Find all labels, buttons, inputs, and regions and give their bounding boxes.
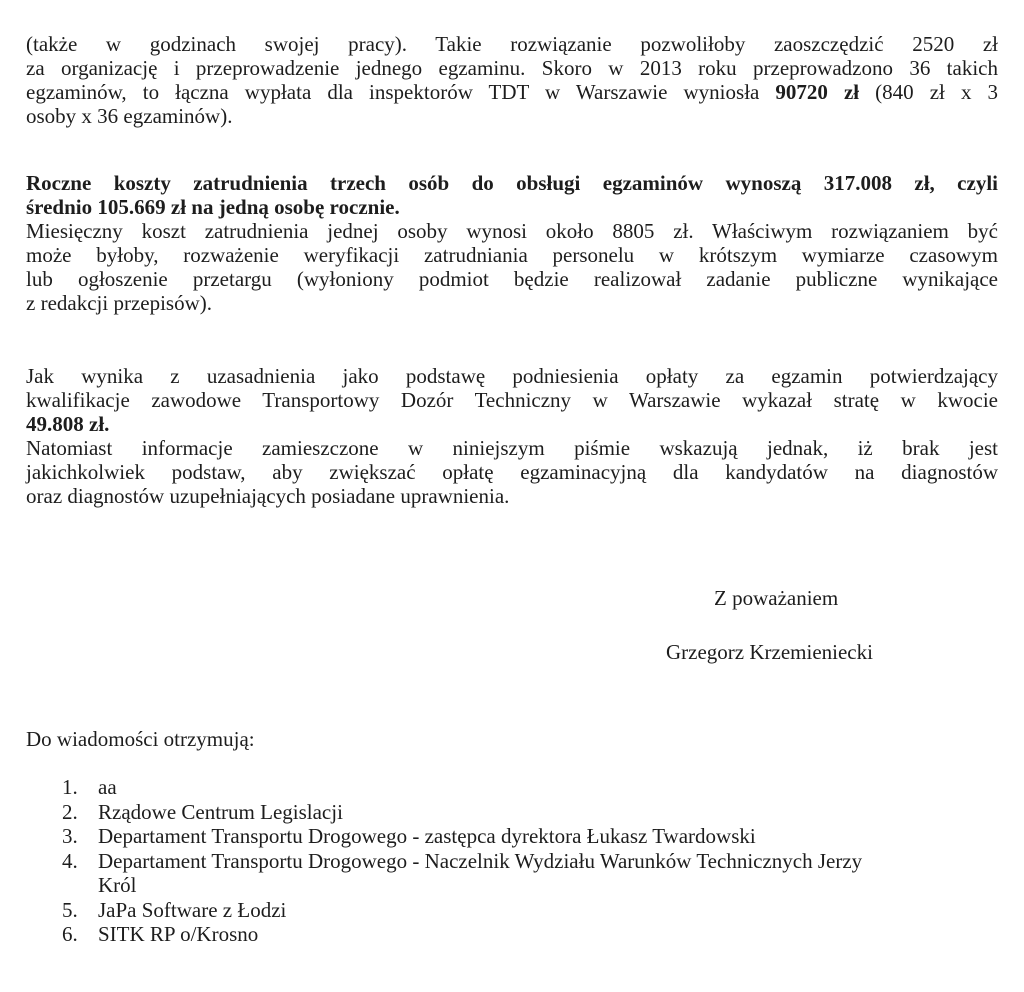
text-line: (także w godzinach swojej pracy). Takie rozwiązanie pozwoliłoby zaoszczędzić 2520 zł [26,32,998,56]
recipients-list [62,775,862,947]
recipient-text-continued: Król [98,873,137,897]
list-number: 2. [62,799,78,824]
paragraph-justification [26,364,998,508]
text-line: oraz diagnostów uzupełniających posiadane uprawnienia. [26,484,510,508]
recipients-heading: Do wiadomości otrzymują: [26,727,255,751]
recipient-text: Rządowe Centrum Legislacji [98,799,343,824]
list-item [62,824,862,849]
text-line: Miesięczny koszt zatrudnienia jednej osoby wynosi około 8805 zł. Właściwym rozwiązaniem być [26,219,998,243]
bold-text-line [26,171,998,195]
text-line: lub ogłoszenie przetargu (wyłoniony podmiot będzie realizował zadanie publiczne wynikające [26,267,998,291]
list-item [62,922,862,947]
paragraph-annual-costs [26,171,998,315]
text-span: (840 zł x 3 [859,80,998,104]
text-line: za organizację i przeprowadzenie jednego egzaminu. Skoro w 2013 roku przeprowadzono 36 takich [26,56,998,80]
text-line [26,80,998,104]
signature-name: Grzegorz Krzemieniecki [666,640,873,664]
bold-text-line [26,195,998,219]
list-item [62,898,862,923]
list-item [62,800,862,825]
list-item [62,849,862,898]
list-number: 3. [62,824,78,848]
recipient-text: aa [98,775,117,799]
loss-amount [26,412,998,436]
text-line: osoby x 36 egzaminów). [26,104,233,128]
text-line: kwalifikacje zawodowe Transportowy Dozór Techniczny w Warszawie wykazał stratę w kwocie [26,388,998,412]
bold-summary: średnio 105.669 zł na jedną osobę rocznie. [26,195,400,219]
text-line: jakichkolwiek podstaw, aby zwiększać opłatę egzaminacyjną dla kandydatów na diagnostów [26,460,998,484]
list-number: 4. [62,848,78,873]
list-number: 6. [62,922,78,946]
recipient-text: JaPa Software z Łodzi [98,897,287,922]
text-line: Jak wynika z uzasadnienia jako podstawę podniesienia opłaty za egzamin potwierdzający [26,364,998,388]
text-span: egzaminów, to łączna wypłata dla inspektorów TDT w Warszawie wyniosła [26,80,776,104]
total-payout-amount: 90720 zł [775,80,860,104]
text-line: Natomiast informacje zamieszczone w niniejszym piśmie wskazują jednak, iż brak jest [26,436,998,460]
list-number: 5. [62,897,78,922]
closing-phrase: Z poważaniem [714,586,839,610]
recipient-text: Departament Transportu Drogowego - Naczelnik Wydziału Warunków Technicznych Jerzy [98,848,863,873]
list-item [62,775,862,800]
bold-summary: Roczne koszty zatrudnienia trzech osób do obsługi egzaminów wynoszą 317.008 zł, czyli [26,171,998,195]
recipient-text: Departament Transportu Drogowego - zastępca dyrektora Łukasz Twardowski [98,824,756,848]
recipient-text: SITK RP o/Krosno [98,922,259,946]
list-number: 1. [62,775,78,799]
text-line: z redakcji przepisów). [26,291,212,315]
paragraph-exam-costs [26,32,998,128]
bold-amount: 49.808 zł. [26,412,110,436]
text-line: może byłoby, rozważenie weryfikacji zatrudniania personelu w krótszym wymiarze czasowym [26,243,998,267]
